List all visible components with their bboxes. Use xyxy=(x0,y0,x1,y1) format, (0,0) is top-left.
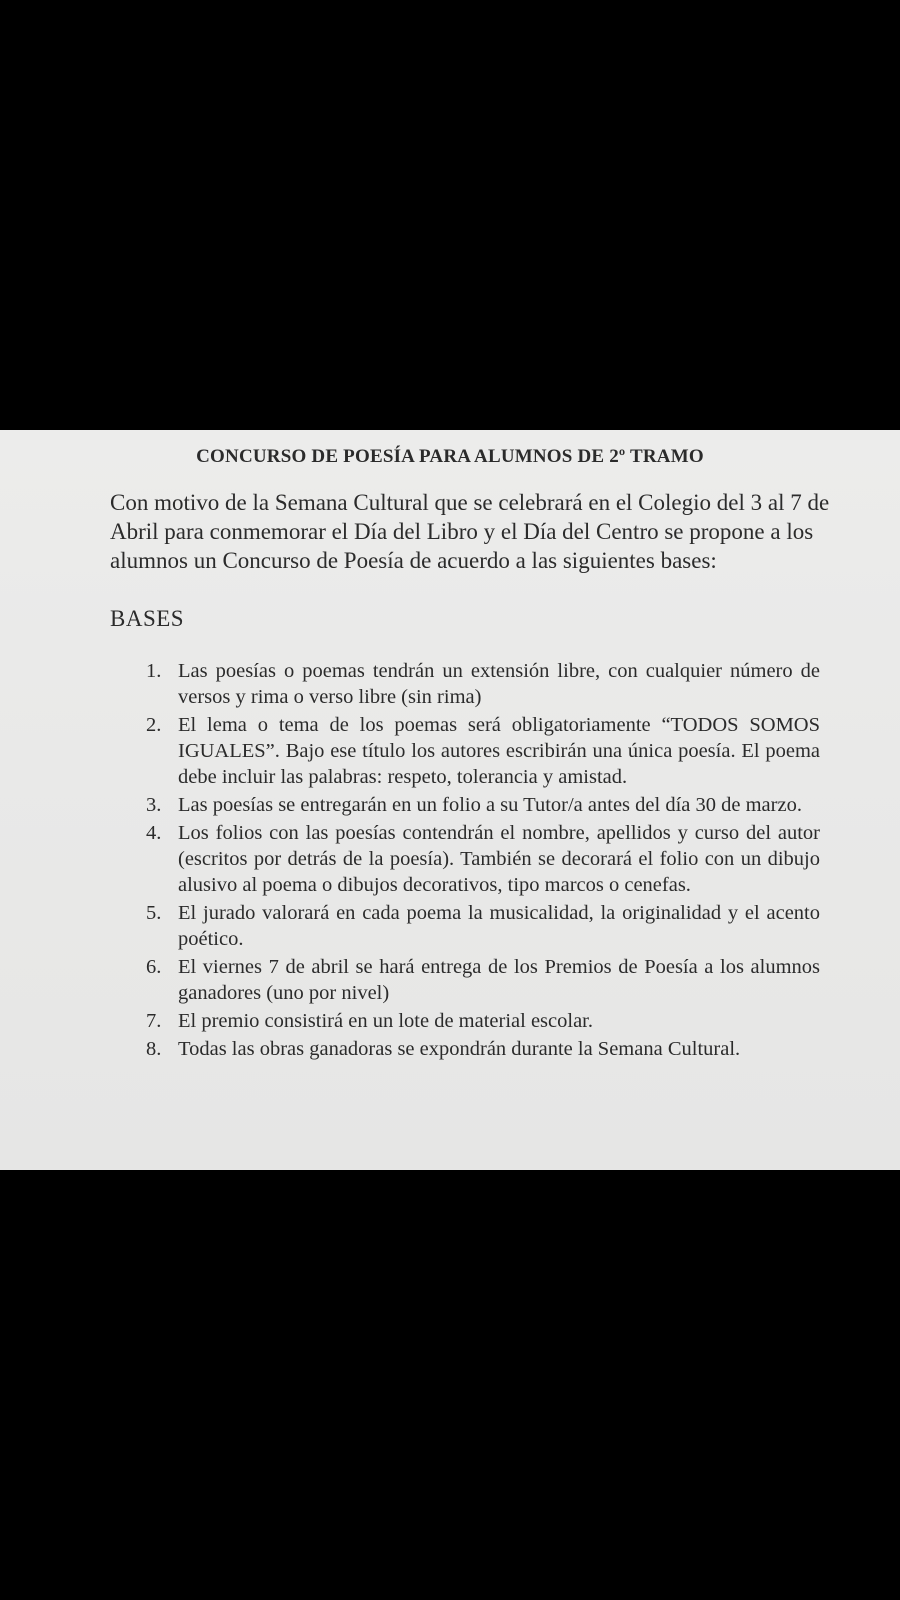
document-title: CONCURSO DE POESÍA PARA ALUMNOS DE 2º TRAMO xyxy=(196,446,704,467)
rule-item xyxy=(146,900,820,952)
rule-text: Las poesías o poemas tendrán un extensión libre, con cualquier número de versos y rima o verso libre (sin rima) xyxy=(178,660,820,708)
rule-number: 5. xyxy=(146,902,162,924)
rule-text: Los folios con las poesías contendrán el nombre, apellidos y curso del autor (escritos por detrás de la poesía). También se decorará el folio con un dibujo alusivo al poema o dibujos decorativos, tipo marcos o cenefas. xyxy=(178,822,820,896)
rule-item xyxy=(146,1008,820,1034)
rule-item xyxy=(146,1036,820,1062)
rule-text: Las poesías se entregarán en un folio a su Tutor/a antes del día 30 de marzo. xyxy=(178,794,802,816)
rule-text: Todas las obras ganadoras se expondrán durante la Semana Cultural. xyxy=(178,1038,741,1060)
rule-item xyxy=(146,658,820,710)
rule-number: 6. xyxy=(146,956,162,978)
rule-number: 7. xyxy=(146,1010,162,1032)
rule-text: El premio consistirá en un lote de material escolar. xyxy=(178,1010,593,1032)
document-page xyxy=(0,430,900,1170)
rule-item xyxy=(146,954,820,1006)
rule-number: 1. xyxy=(146,660,162,682)
rule-text: El viernes 7 de abril se hará entrega de los Premios de Poesía a los alumnos ganadores (uno por nivel) xyxy=(178,956,820,1004)
rule-item xyxy=(146,820,820,898)
rules-list xyxy=(146,658,820,1064)
rule-text: El lema o tema de los poemas será obligatoriamente “TODOS SOMOS IGUALES”. Bajo ese título los autores escribirán una única poesía. El poema debe incluir las palabras: respeto, tolerancia y amistad. xyxy=(178,714,820,788)
rule-number: 2. xyxy=(146,714,162,736)
rule-text: El jurado valorará en cada poema la musicalidad, la originalidad y el acento poético. xyxy=(178,902,820,950)
intro-paragraph: Con motivo de la Semana Cultural que se celebrará en el Colegio del 3 al 7 de Abril para conmemorar el Día del Libro y el Día del Centro se propone a los alumnos un Concurso de Poesía de acuerdo a las siguientes bases: xyxy=(110,490,830,573)
rule-item xyxy=(146,792,820,818)
rule-number: 8. xyxy=(146,1038,162,1060)
bases-heading: BASES xyxy=(110,606,185,631)
rule-number: 3. xyxy=(146,794,162,816)
rule-number: 4. xyxy=(146,822,162,844)
rule-item xyxy=(146,712,820,790)
